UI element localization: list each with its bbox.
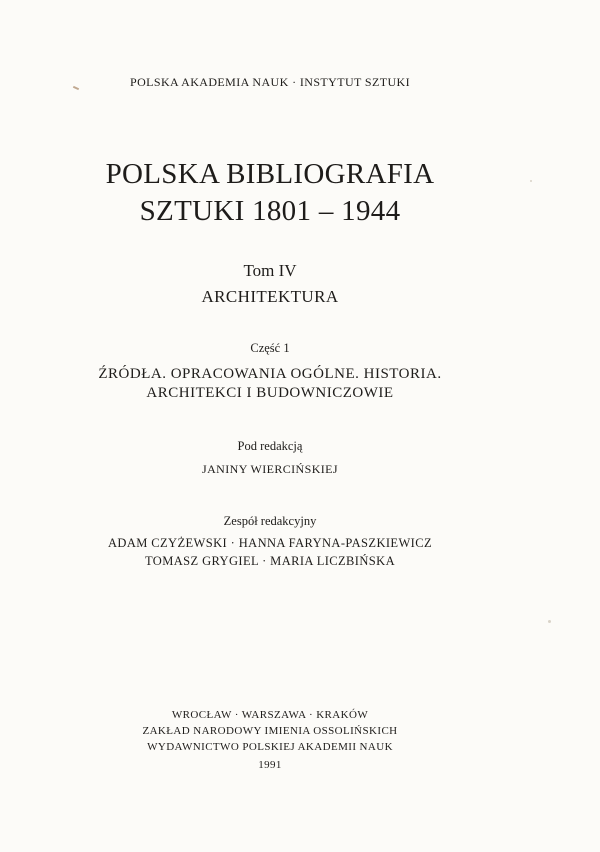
editor-name: JANINY WIERCIŃSKIEJ	[202, 462, 338, 476]
team-line-2: TOMASZ GRYGIEL · MARIA LICZBIŃSKA	[144, 554, 395, 568]
book-title-line-1: POLSKA BIBLIOGRAFIA	[105, 158, 435, 190]
imprint-publisher-2: WYDAWNICTWO POLSKIEJ AKADEMII NAUK	[147, 741, 393, 753]
team-label: Zespół redakcyjny	[223, 514, 317, 528]
imprint-cities: WROCŁAW · WARSZAWA · KRAKÓW	[171, 709, 369, 721]
volume-number: Tom IV	[243, 261, 297, 280]
part-label: Część 1	[250, 341, 290, 355]
imprint-year: 1991	[258, 759, 282, 771]
imprint-publisher-1: ZAKŁAD NARODOWY IMIENIA OSSOLIŃSKICH	[142, 725, 398, 737]
book-title-line-2: SZTUKI 1801 – 1944	[139, 195, 401, 227]
editor-label: Pod redakcją	[237, 439, 303, 453]
institution-line: POLSKA AKADEMIA NAUK · INSTYTUT SZTUKI	[130, 75, 410, 89]
team-line-1: ADAM CZYŻEWSKI · HANNA FARYNA-PASZKIEWICZ	[107, 536, 433, 550]
paper-spot	[548, 620, 551, 623]
volume-name: ARCHITEKTURA	[201, 287, 339, 306]
part-title-line-1: ŹRÓDŁA. OPRACOWANIA OGÓLNE. HISTORIA.	[98, 366, 442, 382]
part-title-line-2: ARCHITEKCI I BUDOWNICZOWIE	[146, 385, 394, 401]
